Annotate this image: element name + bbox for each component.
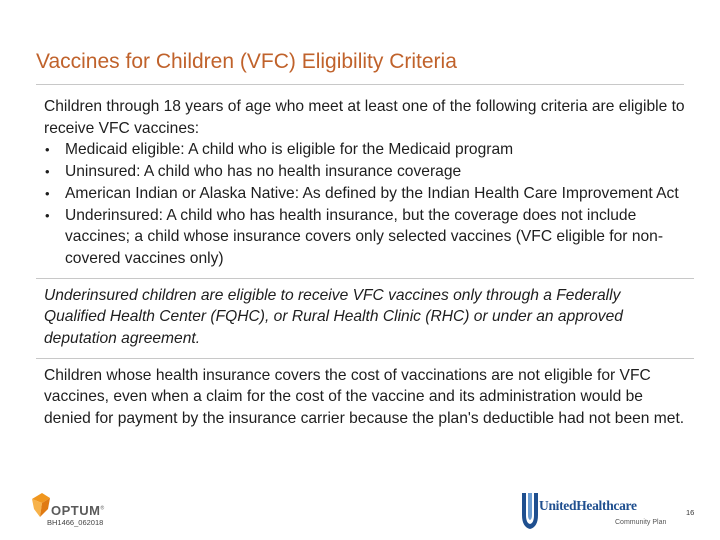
criteria-list	[44, 139, 686, 269]
uhc-wordmark: UnitedHealthcare	[539, 498, 637, 513]
optum-trademark: ®	[100, 505, 105, 512]
page-number: 16	[686, 508, 695, 517]
criteria-item-underinsured: • Underinsured: A child who has health insurance, but the coverage does not include vaccines; a child whose insurance covers only selected vaccines (VFC eligible for non-covered vaccines only)	[44, 205, 686, 270]
criteria-item-american-indian: • American Indian or Alaska Native: As defined by the Indian Health Care Improvement Act	[44, 183, 686, 205]
section-divider	[36, 278, 694, 279]
unitedhealthcare-logo	[520, 489, 675, 537]
criteria-item-uninsured: • Uninsured: A child who has no health insurance coverage	[44, 161, 686, 183]
underinsured-note: Underinsured children are eligible to receive VFC vaccines only through a Federally Qualified Health Center (FQHC), or Rural Health Clinic (RHC) or under an approved deputation agreement.	[44, 286, 623, 348]
title-divider	[36, 84, 684, 85]
document-code: BH1466_062018	[47, 518, 104, 527]
section-divider	[36, 358, 694, 359]
uhc-community-plan: Community Plan	[615, 519, 667, 526]
optum-logo	[30, 491, 120, 521]
optum-wordmark-text: OPTUM	[51, 503, 101, 518]
uhc-logo-mark-icon	[520, 491, 540, 531]
slide-body	[44, 96, 686, 430]
optum-wordmark	[51, 503, 105, 518]
intro-text: Children through 18 years of age who meet at least one of the following criteria are eligible to receive VFC vaccines:	[44, 98, 685, 137]
slide-title: Vaccines for Children (VFC) Eligibility Criteria	[36, 50, 457, 73]
slide-footer	[0, 486, 720, 540]
not-eligible-note: Children whose health insurance covers the cost of vaccinations are not eligible for VFC vaccines, even when a claim for the cost of the vaccine and its administration would be denied for payment by the insurance carrier because the plan's deductible had not been met.	[44, 366, 685, 428]
criteria-item-medicaid: • Medicaid eligible: A child who is eligible for the Medicaid program	[44, 139, 686, 161]
